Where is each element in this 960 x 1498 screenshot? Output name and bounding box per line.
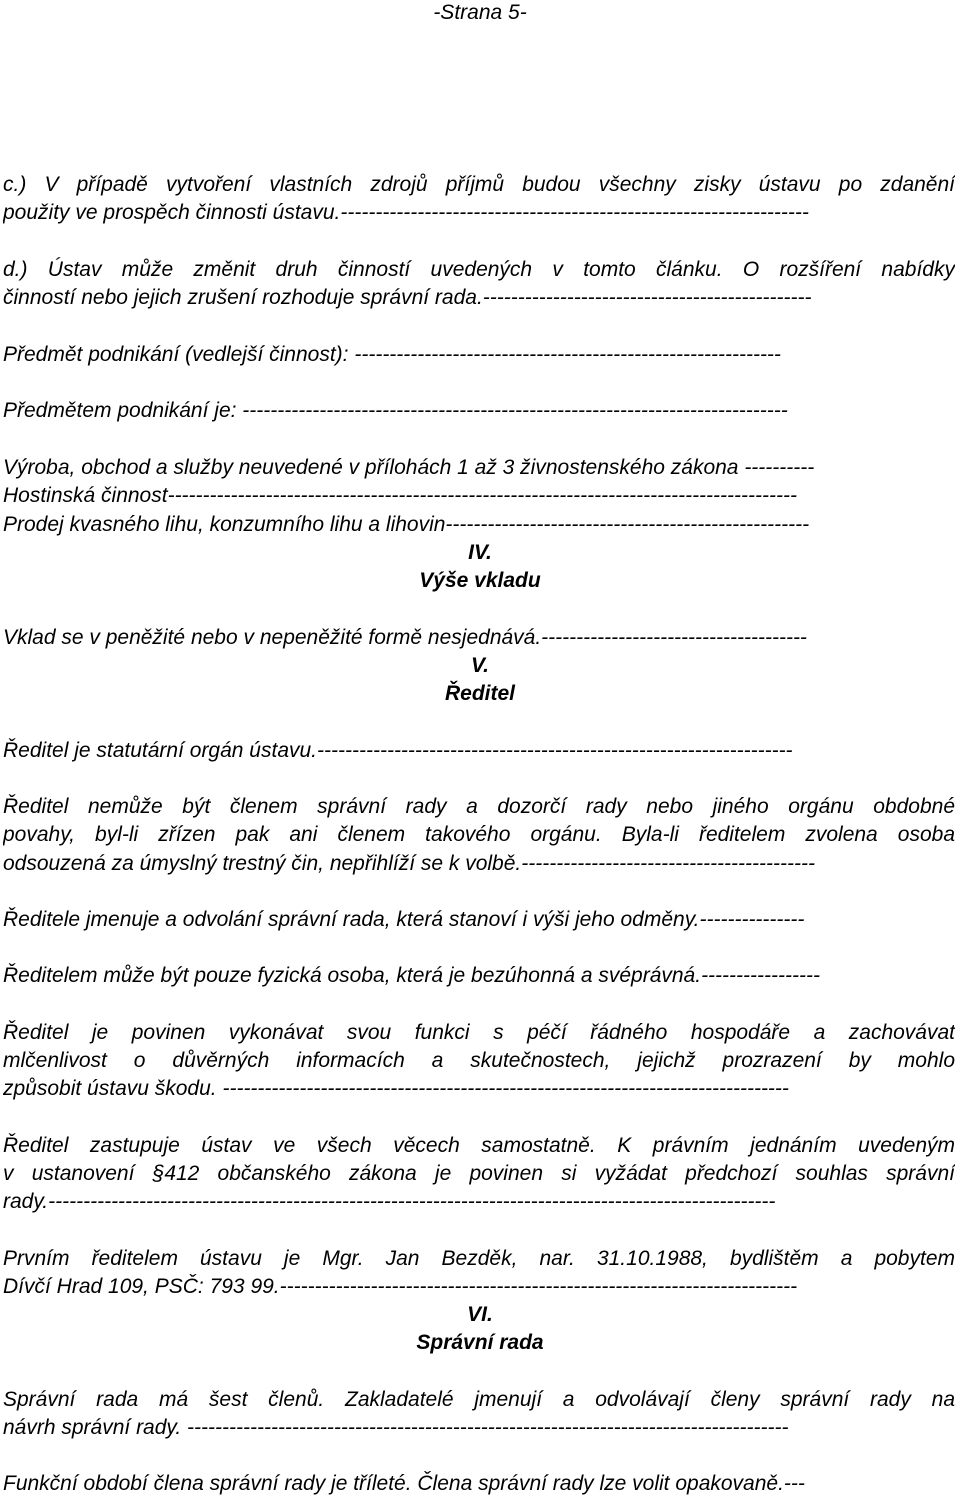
director-para-2-line-1: Ředitel nemůže být členem správní rady a dozorčí rady nebo jiného orgánu obdobné: [3, 795, 955, 818]
director-para-6-line-3: rady.--------------------------------------------------------------------------------------------------------: [3, 1190, 776, 1213]
section-vi-title: Správní rada: [416, 1331, 544, 1354]
activity-item-2: Hostinská činnost------------------------------------------------------------------------------------------: [3, 484, 797, 507]
director-para-2-line-2: povahy, byl-li zřízen pak ani členem takového orgánu. Byla-li ředitelem zvolena osoba: [3, 823, 955, 846]
article-d-line-2: činností nebo jejich zrušení rozhoduje správní rada.-----------------------------------------------: [3, 286, 812, 309]
activity-item-1: Výroba, obchod a služby neuvedené v přílohách 1 až 3 živnostenského zákona ----------: [3, 456, 815, 479]
section-vi-number: VI.: [467, 1303, 493, 1326]
director-para-1: Ředitel je statutární orgán ústavu.--------------------------------------------------------------------: [3, 739, 793, 762]
section-iv-number: IV.: [468, 541, 492, 564]
board-para-2: Funkční období člena správní rady je tříleté. Člena správní rady lze volit opakovaně.---: [3, 1472, 805, 1495]
page-number: -Strana 5-: [433, 1, 527, 24]
section-iv-text: Vklad se v peněžité nebo v nepeněžité formě nesjednává.--------------------------------------: [3, 626, 807, 649]
board-para-1-line-2: návrh správní rady. --------------------------------------------------------------------------------------: [3, 1416, 789, 1439]
director-para-7-line-2: Dívčí Hrad 109, PSČ: 793 99.--------------------------------------------------------------------------: [3, 1275, 798, 1298]
director-para-2-line-3: odsouzená za úmyslný trestný čin, nepřihlíží se k volbě.------------------------------------------: [3, 852, 815, 875]
section-v-number: V.: [471, 654, 489, 677]
director-para-5-line-2: mlčenlivost o důvěrných informacích a skutečnostech, jejichž prozrazení by mohlo: [3, 1049, 955, 1072]
business-subject-heading: Předmět podnikání (vedlejší činnost): -------------------------------------------------------------: [3, 343, 781, 366]
director-para-6-line-2: v ustanovení §412 občanského zákona je povinen si vyžádat předchozí souhlas správní: [3, 1162, 955, 1185]
director-para-5-line-3: způsobit ústavu škodu. ---------------------------------------------------------------------------------: [3, 1077, 789, 1100]
director-para-3: Ředitele jmenuje a odvolání správní rada, která stanoví i výši jeho odměny.---------------: [3, 908, 805, 931]
director-para-7-line-1: Prvním ředitelem ústavu je Mgr. Jan Bezděk, nar. 31.10.1988, bydlištěm a pobytem: [3, 1247, 955, 1270]
article-c-line-2: použity ve prospěch činnosti ústavu.-------------------------------------------------------------------: [3, 201, 809, 224]
business-subject-line: Předmětem podnikání je: ------------------------------------------------------------------------------: [3, 399, 788, 422]
director-para-4: Ředitelem může být pouze fyzická osoba, která je bezúhonná a svéprávná.-----------------: [3, 964, 820, 987]
activity-item-3: Prodej kvasného lihu, konzumního lihu a lihovin----------------------------------------------------: [3, 513, 810, 536]
article-d-line-1: d.) Ústav může změnit druh činností uvedených v tomto článku. O rozšíření nabídky: [3, 258, 955, 281]
section-iv-title: Výše vkladu: [419, 569, 541, 592]
director-para-6-line-1: Ředitel zastupuje ústav ve všech věcech samostatně. K právním jednáním uvedeným: [3, 1134, 955, 1157]
director-para-5-line-1: Ředitel je povinen vykonávat svou funkci s péčí řádného hospodáře a zachovávat: [3, 1021, 955, 1044]
board-para-1-line-1: Správní rada má šest členů. Zakladatelé jmenují a odvolávají členy správní rady na: [3, 1388, 955, 1411]
section-v-title: Ředitel: [444, 682, 515, 705]
article-c-line-1: c.) V případě vytvoření vlastních zdrojů příjmů budou všechny zisky ústavu po zdanění: [3, 173, 955, 196]
